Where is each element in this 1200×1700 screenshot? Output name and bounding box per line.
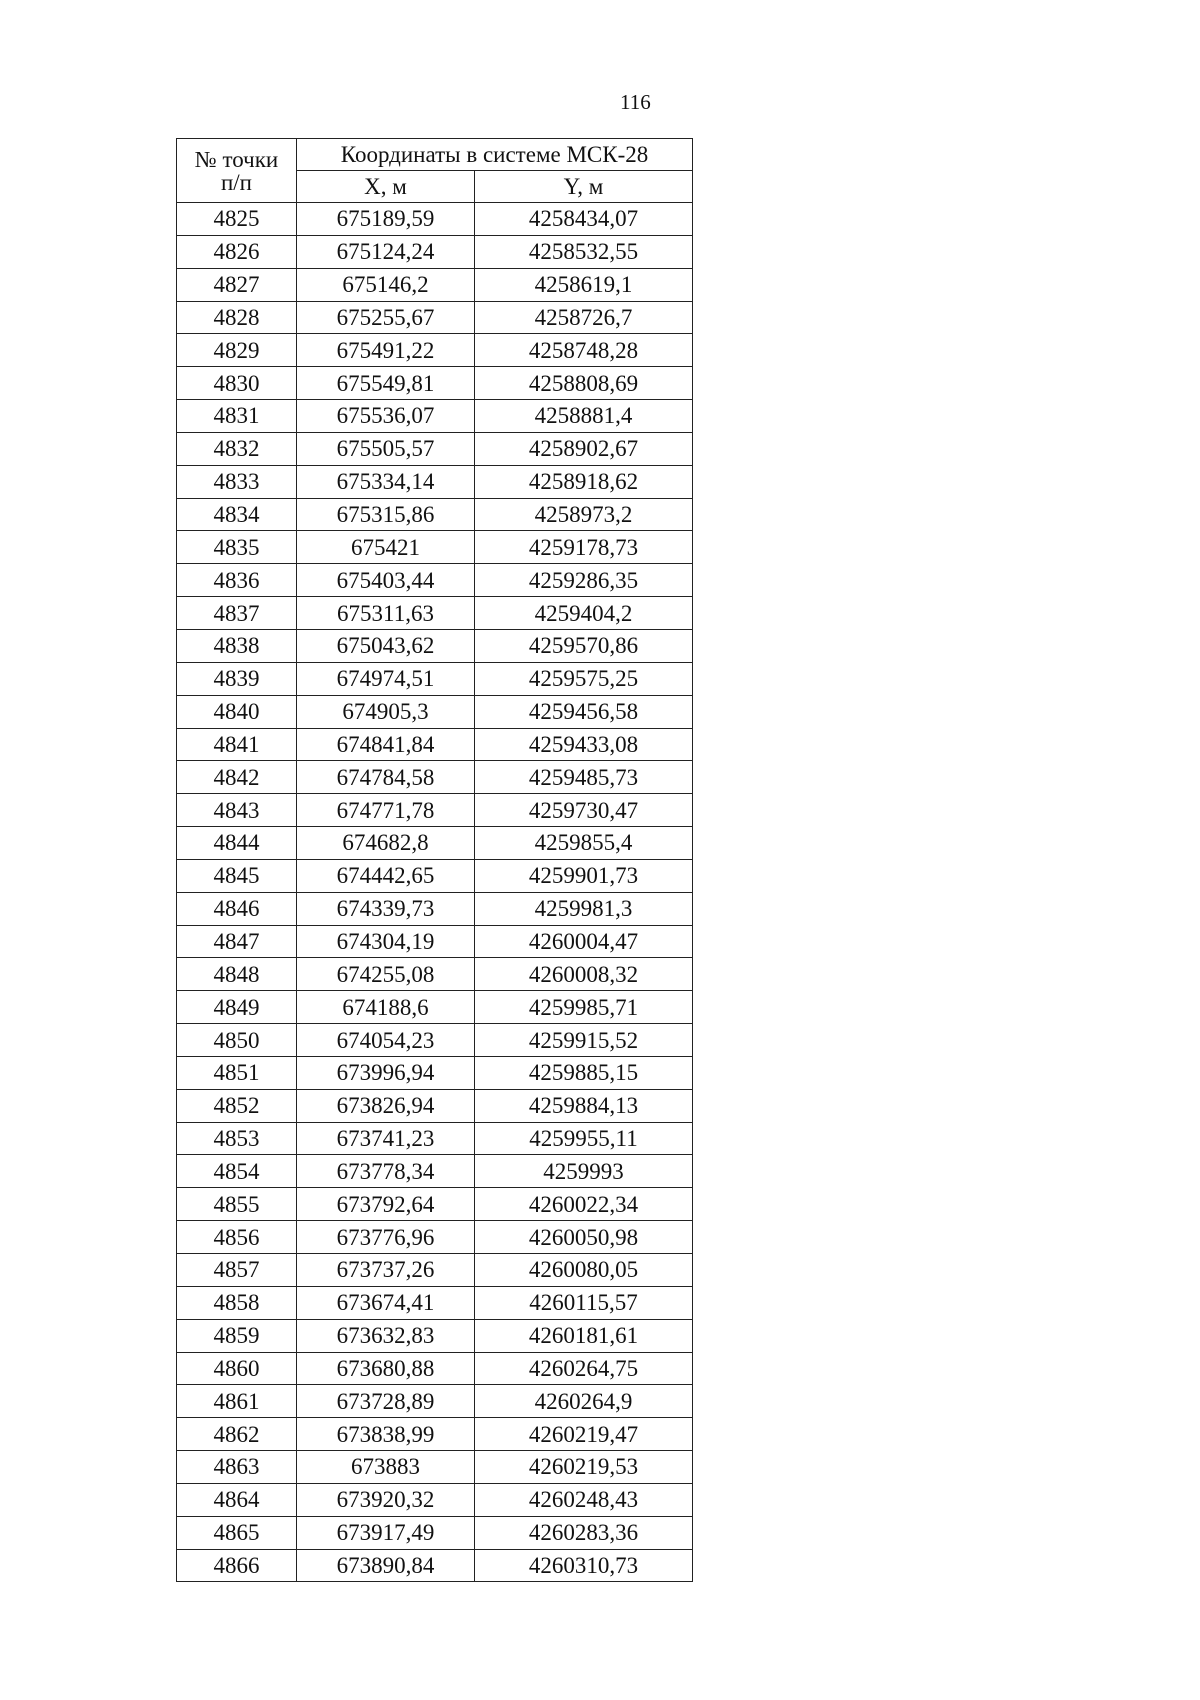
y-coordinate-cell: 4260115,57 <box>475 1286 693 1319</box>
table-row <box>177 400 693 433</box>
y-coordinate-cell: 4259855,4 <box>475 827 693 860</box>
y-coordinate-cell: 4259985,71 <box>475 991 693 1024</box>
point-number-cell: 4866 <box>177 1549 297 1582</box>
point-number-header-line1: № точки <box>194 146 279 172</box>
table-row <box>177 1221 693 1254</box>
table-body <box>177 203 693 1582</box>
table-header <box>177 139 693 203</box>
table-row <box>177 695 693 728</box>
table-row <box>177 958 693 991</box>
y-coordinate-cell: 4259178,73 <box>475 531 693 564</box>
point-number-cell: 4858 <box>177 1286 297 1319</box>
point-number-cell: 4830 <box>177 367 297 400</box>
point-number-header <box>177 139 297 203</box>
x-coordinate-cell: 674682,8 <box>297 827 475 860</box>
point-number-cell: 4845 <box>177 859 297 892</box>
table-row <box>177 761 693 794</box>
x-coordinate-cell: 673792,64 <box>297 1188 475 1221</box>
y-coordinate-cell: 4260219,53 <box>475 1451 693 1484</box>
y-coordinate-cell: 4258808,69 <box>475 367 693 400</box>
point-number-cell: 4851 <box>177 1056 297 1089</box>
x-coordinate-cell: 675505,57 <box>297 432 475 465</box>
x-coordinate-cell: 674784,58 <box>297 761 475 794</box>
y-coordinate-cell: 4260080,05 <box>475 1254 693 1287</box>
point-number-cell: 4831 <box>177 400 297 433</box>
point-number-cell: 4854 <box>177 1155 297 1188</box>
table-row <box>177 1155 693 1188</box>
x-coordinate-cell: 674442,65 <box>297 859 475 892</box>
table-row <box>177 531 693 564</box>
point-number-cell: 4852 <box>177 1089 297 1122</box>
table-row <box>177 991 693 1024</box>
table-row <box>177 1418 693 1451</box>
x-coordinate-cell: 673838,99 <box>297 1418 475 1451</box>
y-coordinate-cell: 4260004,47 <box>475 925 693 958</box>
table-row <box>177 1549 693 1582</box>
x-coordinate-cell: 675334,14 <box>297 465 475 498</box>
x-coordinate-cell: 675549,81 <box>297 367 475 400</box>
x-coordinate-cell: 675491,22 <box>297 334 475 367</box>
table-row <box>177 1385 693 1418</box>
table-row <box>177 1286 693 1319</box>
point-number-cell: 4843 <box>177 794 297 827</box>
y-coordinate-cell: 4260022,34 <box>475 1188 693 1221</box>
y-coordinate-cell: 4259404,2 <box>475 597 693 630</box>
page-number: 116 <box>620 90 651 114</box>
y-coordinate-cell: 4258973,2 <box>475 498 693 531</box>
y-coordinate-cell: 4258918,62 <box>475 465 693 498</box>
table-row <box>177 925 693 958</box>
y-coordinate-cell: 4259955,11 <box>475 1122 693 1155</box>
point-number-cell: 4863 <box>177 1451 297 1484</box>
table-row <box>177 334 693 367</box>
table-row <box>177 629 693 662</box>
point-number-cell: 4840 <box>177 695 297 728</box>
table-row <box>177 301 693 334</box>
table-row <box>177 235 693 268</box>
y-coordinate-cell: 4259456,58 <box>475 695 693 728</box>
point-number-cell: 4847 <box>177 925 297 958</box>
x-coordinate-cell: 675255,67 <box>297 301 475 334</box>
x-coordinate-cell: 673741,23 <box>297 1122 475 1155</box>
point-number-cell: 4837 <box>177 597 297 630</box>
point-number-cell: 4826 <box>177 235 297 268</box>
x-coordinate-cell: 673728,89 <box>297 1385 475 1418</box>
y-coordinate-cell: 4260310,73 <box>475 1549 693 1582</box>
y-coordinate-cell: 4260283,36 <box>475 1516 693 1549</box>
y-coordinate-cell: 4258726,7 <box>475 301 693 334</box>
x-coordinate-cell: 675403,44 <box>297 564 475 597</box>
table-row <box>177 1254 693 1287</box>
point-number-cell: 4857 <box>177 1254 297 1287</box>
x-coordinate-cell: 673674,41 <box>297 1286 475 1319</box>
y-coordinate-cell: 4258902,67 <box>475 432 693 465</box>
point-number-cell: 4827 <box>177 268 297 301</box>
y-coordinate-cell: 4259915,52 <box>475 1024 693 1057</box>
table-row <box>177 794 693 827</box>
point-number-cell: 4864 <box>177 1483 297 1516</box>
point-number-cell: 4829 <box>177 334 297 367</box>
x-coordinate-cell: 674339,73 <box>297 892 475 925</box>
y-coordinate-cell: 4259981,3 <box>475 892 693 925</box>
y-coordinate-cell: 4260181,61 <box>475 1319 693 1352</box>
y-coordinate-cell: 4260008,32 <box>475 958 693 991</box>
table-row <box>177 1483 693 1516</box>
point-number-cell: 4825 <box>177 203 297 236</box>
point-number-cell: 4859 <box>177 1319 297 1352</box>
point-number-cell: 4848 <box>177 958 297 991</box>
table-row <box>177 728 693 761</box>
x-coordinate-cell: 673826,94 <box>297 1089 475 1122</box>
table-row <box>177 597 693 630</box>
x-coordinate-cell: 674841,84 <box>297 728 475 761</box>
x-coordinate-cell: 673890,84 <box>297 1549 475 1582</box>
table-row <box>177 827 693 860</box>
point-number-cell: 4835 <box>177 531 297 564</box>
y-coordinate-cell: 4258619,1 <box>475 268 693 301</box>
point-number-cell: 4862 <box>177 1418 297 1451</box>
table-row <box>177 892 693 925</box>
x-coordinate-cell: 673776,96 <box>297 1221 475 1254</box>
x-coordinate-cell: 675189,59 <box>297 203 475 236</box>
y-coordinate-cell: 4259286,35 <box>475 564 693 597</box>
y-coordinate-cell: 4259885,15 <box>475 1056 693 1089</box>
y-coordinate-cell: 4259993 <box>475 1155 693 1188</box>
table-row <box>177 1024 693 1057</box>
point-number-cell: 4853 <box>177 1122 297 1155</box>
point-number-cell: 4841 <box>177 728 297 761</box>
point-number-cell: 4832 <box>177 432 297 465</box>
x-coordinate-cell: 674188,6 <box>297 991 475 1024</box>
table-row <box>177 1056 693 1089</box>
x-coordinate-cell: 673680,88 <box>297 1352 475 1385</box>
y-coordinate-cell: 4258881,4 <box>475 400 693 433</box>
x-coordinate-cell: 675124,24 <box>297 235 475 268</box>
y-coordinate-cell: 4259884,13 <box>475 1089 693 1122</box>
x-column-header: X, м <box>297 171 475 203</box>
point-number-cell: 4860 <box>177 1352 297 1385</box>
table-row <box>177 203 693 236</box>
y-coordinate-cell: 4260219,47 <box>475 1418 693 1451</box>
x-coordinate-cell: 674304,19 <box>297 925 475 958</box>
table-row <box>177 1451 693 1484</box>
y-coordinate-cell: 4258532,55 <box>475 235 693 268</box>
x-coordinate-cell: 673920,32 <box>297 1483 475 1516</box>
x-coordinate-cell: 674905,3 <box>297 695 475 728</box>
x-coordinate-cell: 673632,83 <box>297 1319 475 1352</box>
x-coordinate-cell: 674974,51 <box>297 662 475 695</box>
point-number-cell: 4828 <box>177 301 297 334</box>
x-coordinate-cell: 675421 <box>297 531 475 564</box>
point-number-cell: 4850 <box>177 1024 297 1057</box>
point-number-cell: 4838 <box>177 629 297 662</box>
y-coordinate-cell: 4259575,25 <box>475 662 693 695</box>
table-row <box>177 662 693 695</box>
table-row <box>177 1122 693 1155</box>
table-row <box>177 1352 693 1385</box>
y-column-header: Y, м <box>475 171 693 203</box>
point-number-cell: 4856 <box>177 1221 297 1254</box>
y-coordinate-cell: 4260248,43 <box>475 1483 693 1516</box>
table-row <box>177 1089 693 1122</box>
table-row <box>177 432 693 465</box>
point-number-cell: 4855 <box>177 1188 297 1221</box>
point-number-cell: 4861 <box>177 1385 297 1418</box>
table-row <box>177 465 693 498</box>
y-coordinate-cell: 4259730,47 <box>475 794 693 827</box>
y-coordinate-cell: 4258748,28 <box>475 334 693 367</box>
table-row <box>177 367 693 400</box>
table-row <box>177 564 693 597</box>
point-number-cell: 4846 <box>177 892 297 925</box>
x-coordinate-cell: 675311,63 <box>297 597 475 630</box>
table-row <box>177 1188 693 1221</box>
x-coordinate-cell: 675315,86 <box>297 498 475 531</box>
coordinates-table <box>176 138 693 1582</box>
x-coordinate-cell: 673917,49 <box>297 1516 475 1549</box>
point-number-cell: 4844 <box>177 827 297 860</box>
x-coordinate-cell: 675536,07 <box>297 400 475 433</box>
y-coordinate-cell: 4259570,86 <box>475 629 693 662</box>
table-row <box>177 859 693 892</box>
x-coordinate-cell: 673778,34 <box>297 1155 475 1188</box>
point-number-cell: 4836 <box>177 564 297 597</box>
point-number-cell: 4849 <box>177 991 297 1024</box>
x-coordinate-cell: 675146,2 <box>297 268 475 301</box>
point-number-cell: 4839 <box>177 662 297 695</box>
x-coordinate-cell: 673737,26 <box>297 1254 475 1287</box>
x-coordinate-cell: 674255,08 <box>297 958 475 991</box>
point-number-cell: 4833 <box>177 465 297 498</box>
x-coordinate-cell: 673996,94 <box>297 1056 475 1089</box>
y-coordinate-cell: 4259433,08 <box>475 728 693 761</box>
y-coordinate-cell: 4260264,75 <box>475 1352 693 1385</box>
point-number-cell: 4842 <box>177 761 297 794</box>
y-coordinate-cell: 4259485,73 <box>475 761 693 794</box>
point-number-cell: 4865 <box>177 1516 297 1549</box>
x-coordinate-cell: 673883 <box>297 1451 475 1484</box>
table-row <box>177 268 693 301</box>
x-coordinate-cell: 674054,23 <box>297 1024 475 1057</box>
coord-system-header: Координаты в системе МСК-28 <box>297 139 693 171</box>
x-coordinate-cell: 675043,62 <box>297 629 475 662</box>
y-coordinate-cell: 4260264,9 <box>475 1385 693 1418</box>
x-coordinate-cell: 674771,78 <box>297 794 475 827</box>
table-row <box>177 1516 693 1549</box>
y-coordinate-cell: 4258434,07 <box>475 203 693 236</box>
point-number-header-line2: п/п <box>220 169 252 195</box>
table-row <box>177 1319 693 1352</box>
table-row <box>177 498 693 531</box>
y-coordinate-cell: 4259901,73 <box>475 859 693 892</box>
y-coordinate-cell: 4260050,98 <box>475 1221 693 1254</box>
point-number-cell: 4834 <box>177 498 297 531</box>
